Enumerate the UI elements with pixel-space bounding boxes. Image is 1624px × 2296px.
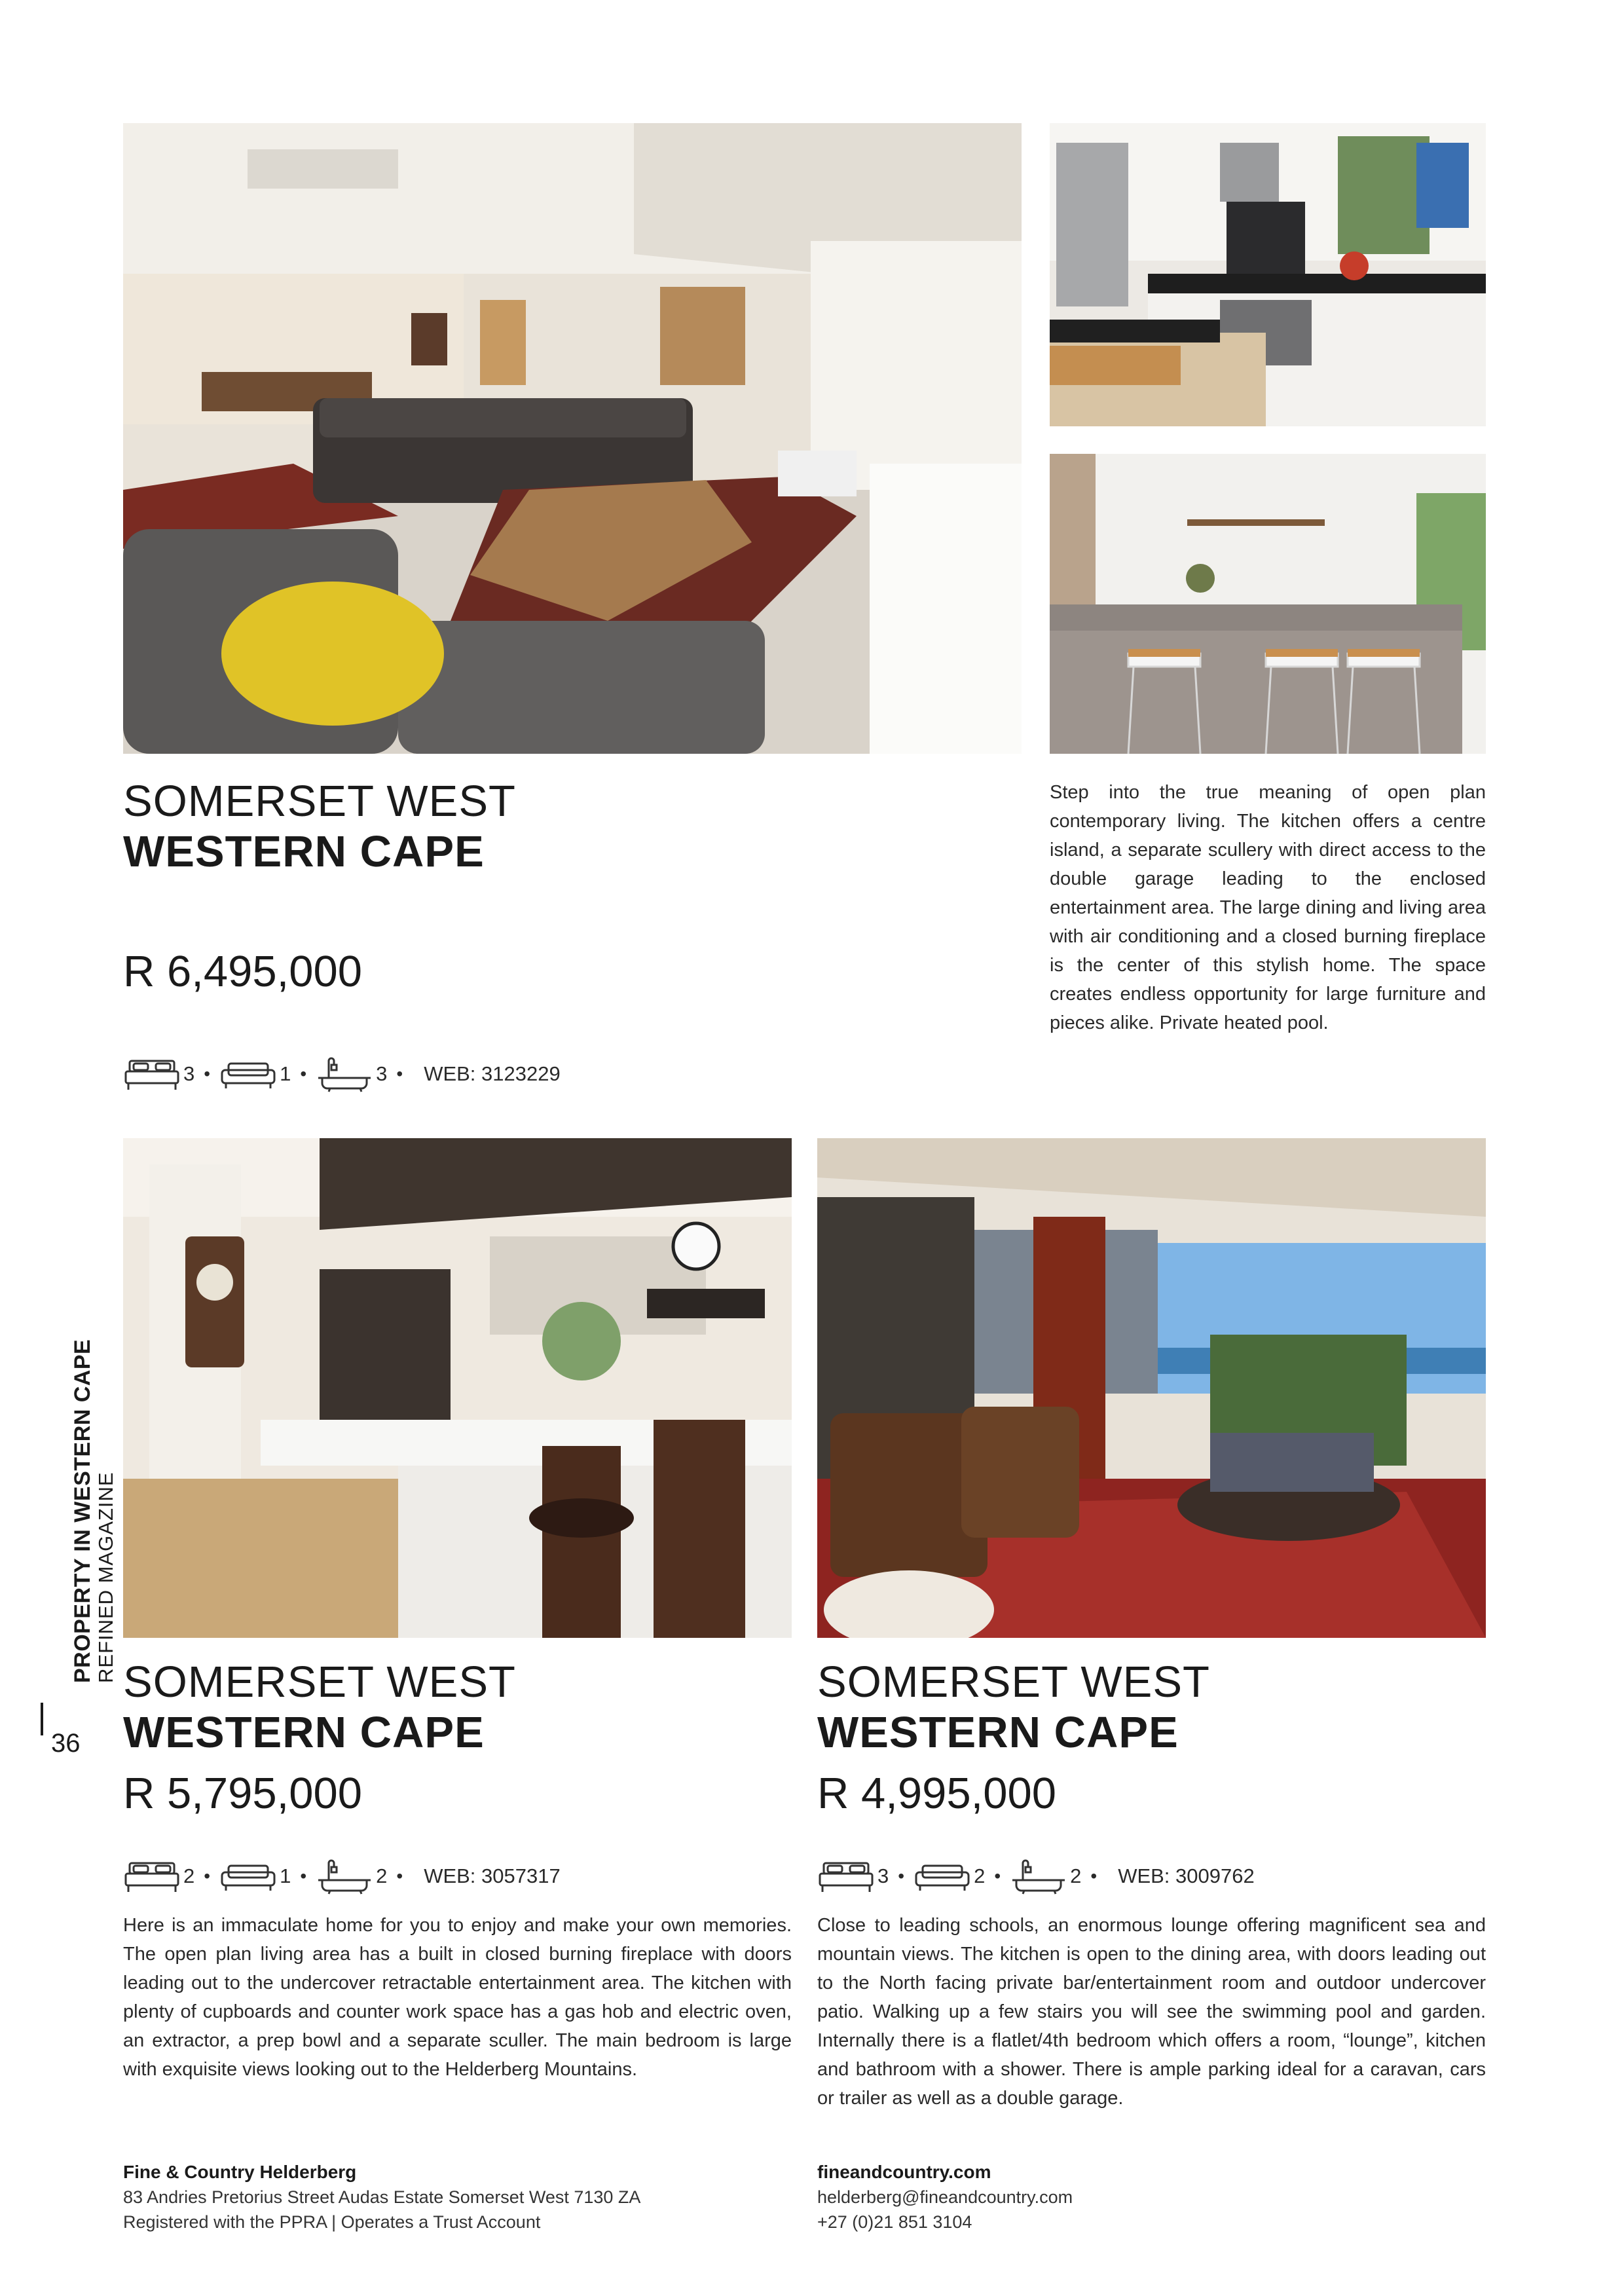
- bath-icon: [316, 1056, 373, 1092]
- bed-icon: [123, 1056, 181, 1092]
- footer-left: [123, 2160, 640, 2234]
- sidebar-subtitle: REFINED MAGAZINE: [94, 1472, 117, 1683]
- bath-icon: [316, 1858, 373, 1895]
- separator-dot: •: [898, 1866, 905, 1886]
- listing1-bathrooms: 3: [376, 1062, 388, 1085]
- sidebar-title: PROPERTY IN WESTERN CAPE: [70, 1339, 95, 1683]
- listing2-bedrooms: 2: [183, 1864, 195, 1887]
- listing1-web-ref: WEB: 3123229: [424, 1062, 561, 1085]
- footer-right: [817, 2160, 1073, 2234]
- separator-dot: •: [1090, 1866, 1098, 1886]
- listing1-location-line2: WESTERN CAPE: [123, 827, 485, 876]
- listing3-price: R 4,995,000: [817, 1769, 1057, 1818]
- sofa-icon: [219, 1858, 277, 1895]
- living-room-photo: [123, 123, 1022, 754]
- listing1-description: Step into the true meaning of open plan contemporary living. The kitchen offers a centre island, a separate scullery with direct access to the double garage leading to the enclosed entertainment area. The large dining and living area with air conditioning and a closed burning fireplace is the center of this stylish home. The space creates endless opportunity for large furniture and pieces alike. Private heated pool.: [1050, 782, 1486, 1033]
- listing2-location-line1: SOMERSET WEST: [123, 1657, 516, 1707]
- bar-counter-photo: [1050, 454, 1486, 754]
- page-number: 36: [51, 1729, 81, 1758]
- listing1-receptions: 1: [280, 1062, 291, 1085]
- sidebar-divider: [41, 1703, 43, 1735]
- listing2-receptions: 1: [280, 1864, 291, 1887]
- separator-dot: •: [396, 1866, 403, 1886]
- listing1-bedrooms: 3: [183, 1062, 195, 1085]
- kitchen-photo: [1050, 123, 1486, 426]
- listing1-location-line1: SOMERSET WEST: [123, 777, 516, 826]
- listing3-bedrooms: 3: [877, 1864, 889, 1887]
- footer-company: Fine & Country Helderberg: [123, 2162, 357, 2182]
- listing3-features: [817, 1857, 1255, 1896]
- listing3-description: Close to leading schools, an enormous lounge offering magnificent sea and mountain views. The kitchen is open to the dining area, with doors leading out to the North facing private bar/entertainment room and outdoor undercover patio. Walking up a few stairs you will see the swimming pool and garden. Internally there is a flatlet/4th bedroom which offers a room, “lounge”, kitchen and bathroom with a shower. There is ample parking ideal for a caravan, cars or trailer as well as a double garage.: [817, 1915, 1486, 2109]
- lounge-sea-view-photo: [817, 1138, 1486, 1638]
- listing3-receptions: 2: [974, 1864, 986, 1887]
- listing3-location-line1: SOMERSET WEST: [817, 1657, 1210, 1707]
- bed-icon: [817, 1858, 875, 1895]
- separator-dot: •: [204, 1064, 211, 1084]
- separator-dot: •: [300, 1064, 307, 1084]
- listing2-description: Here is an immaculate home for you to enjoy and make your own memories. The open plan living area has a built in closed burning fireplace with doors leading out to the undercover retractable entertainment area. The kitchen with plenty of cupboards and counter work space has a gas hob and electric oven, an extractor, a prep bowl and a separate sculler. The main bedroom is large with exquisite views looking out to the Helderberg Mountains.: [123, 1915, 792, 2080]
- footer-website[interactable]: fineandcountry.com: [817, 2162, 991, 2182]
- listing2-bathrooms: 2: [376, 1864, 388, 1887]
- listing2-web-ref: WEB: 3057317: [424, 1864, 561, 1887]
- sofa-icon: [913, 1858, 971, 1895]
- listing3-web-ref: WEB: 3009762: [1118, 1864, 1255, 1887]
- listing3-bathrooms: 2: [1070, 1864, 1082, 1887]
- separator-dot: •: [204, 1866, 211, 1886]
- footer-address: 83 Andries Pretorius Street Audas Estate Somerset West 7130 ZA: [123, 2187, 641, 2207]
- listing1-price: R 6,495,000: [123, 947, 363, 996]
- sofa-icon: [219, 1056, 277, 1092]
- sidebar-magazine-title: [71, 1339, 118, 1683]
- separator-dot: •: [300, 1866, 307, 1886]
- footer-phone: +27 (0)21 851 3104: [817, 2212, 972, 2232]
- bed-icon: [123, 1858, 181, 1895]
- listing2-location-line2: WESTERN CAPE: [123, 1708, 485, 1757]
- listing2-price: R 5,795,000: [123, 1769, 363, 1818]
- bath-icon: [1010, 1858, 1067, 1895]
- footer-email[interactable]: helderberg@fineandcountry.com: [817, 2187, 1073, 2207]
- separator-dot: •: [396, 1064, 403, 1084]
- listing3-location-line2: WESTERN CAPE: [817, 1708, 1179, 1757]
- open-plan-kitchen-photo: [123, 1138, 792, 1638]
- separator-dot: •: [994, 1866, 1001, 1886]
- footer-registration: Registered with the PPRA | Operates a Trust Account: [123, 2212, 541, 2232]
- listing2-features: [123, 1857, 561, 1896]
- listing1-features: [123, 1054, 561, 1094]
